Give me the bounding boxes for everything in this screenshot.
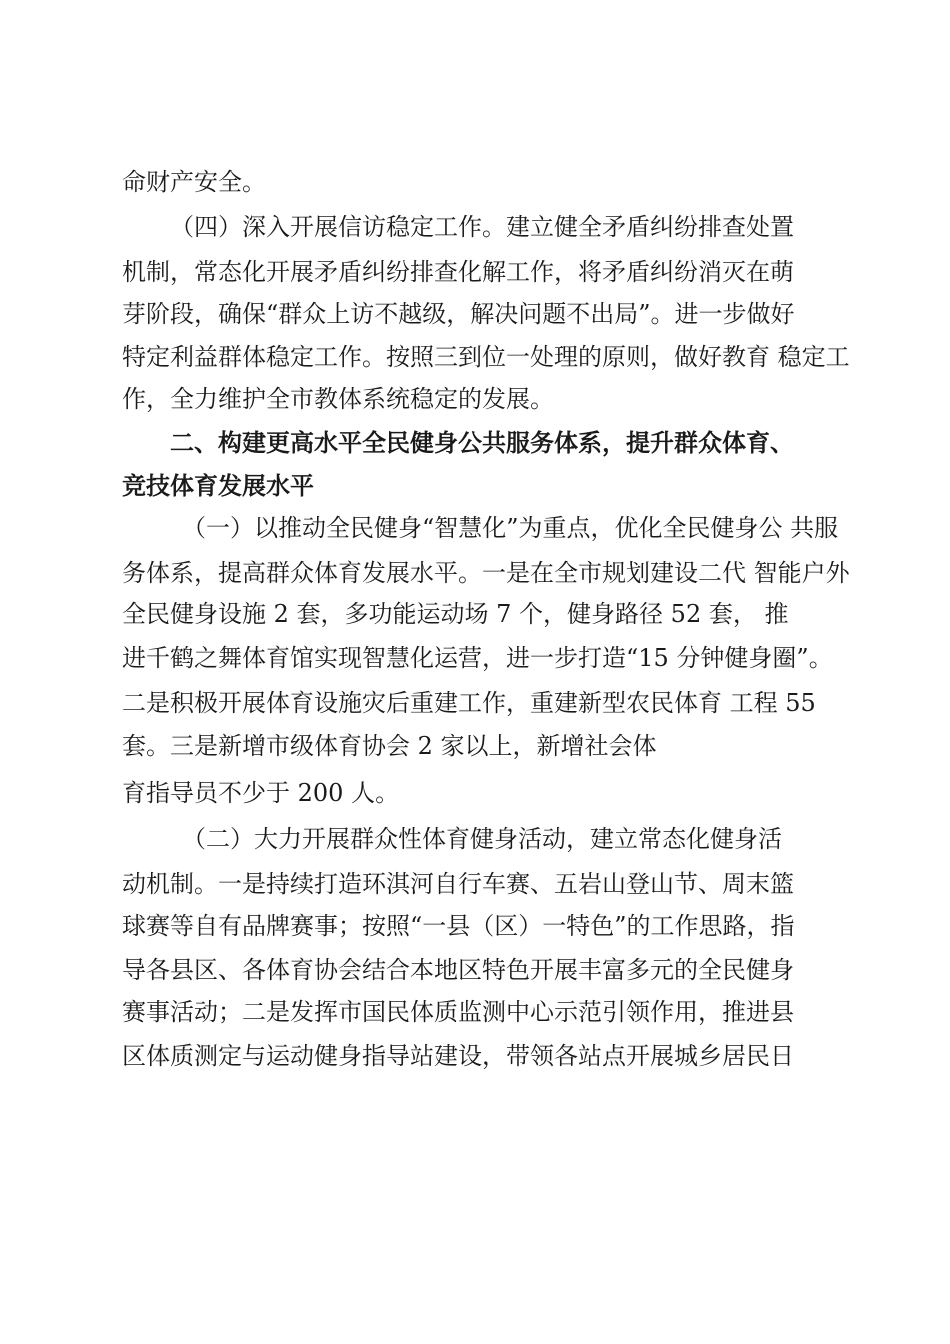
text-line-19: 导各县区、各体育协会结合本地区特色开展丰富多元的全民健身 (122, 956, 794, 984)
text-line-21: 区体质测定与运动健身指导站建设，带领各站点开展城乡居民日 (122, 1042, 794, 1070)
section-heading-line-1: 二、构建更高水平全民健身公共服务体系，提升群众体育、 (170, 429, 794, 457)
text-line-9: （一）以推动全民健身“智慧化”为重点，优化全民健身公 共服 (182, 514, 839, 542)
text-line-4: 芽阶段，确保“群众上访不越级，解决问题不出局”。进一步做好 (122, 300, 795, 328)
text-line-15: 育指导员不少于 200 人。 (122, 779, 400, 807)
text-line-18: 球赛等自有品牌赛事；按照“一县（区）一特色”的工作思路，指 (122, 912, 795, 940)
text-line-12: 进千鹤之舞体育馆实现智慧化运营，进一步打造“15 分钟健身圈”。 (122, 644, 833, 672)
text-line-17: 动机制。一是持续打造环淇河自行车赛、五岩山登山节、周末篮 (122, 870, 794, 898)
text-line-16: （二）大力开展群众性体育健身活动，建立常态化健身活 (182, 825, 782, 853)
text-line-10: 务体系，提高群众体育发展水平。一是在全市规划建设二代 智能户外 (122, 559, 850, 587)
text-line-6: 作，全力维护全市教体系统稳定的发展。 (122, 385, 554, 413)
text-line-20: 赛事活动；二是发挥市国民体质监测中心示范引领作用，推进县 (122, 998, 794, 1026)
text-line-14: 套。三是新增市级体育协会 2 家以上，新增社会体 (122, 732, 657, 760)
text-line-13: 二是积极开展体育设施灾后重建工作，重建新型农民体育 工程 55 (122, 689, 816, 717)
text-line-11: 全民健身设施 2 套，多功能运动场 7 个，健身路径 52 套， 推 (122, 600, 789, 628)
text-line-5: 特定利益群体稳定工作。按照三到位一处理的原则，做好教育 稳定工 (122, 343, 850, 371)
section-heading-line-2: 竞技体育发展水平 (122, 472, 314, 500)
text-line-1: 命财产安全。 (122, 168, 266, 196)
text-line-3: 机制，常态化开展矛盾纠纷排查化解工作，将矛盾纠纷消灭在萌 (122, 258, 794, 286)
text-line-2: （四）深入开展信访稳定工作。建立健全矛盾纠纷排查处置 (170, 213, 794, 241)
